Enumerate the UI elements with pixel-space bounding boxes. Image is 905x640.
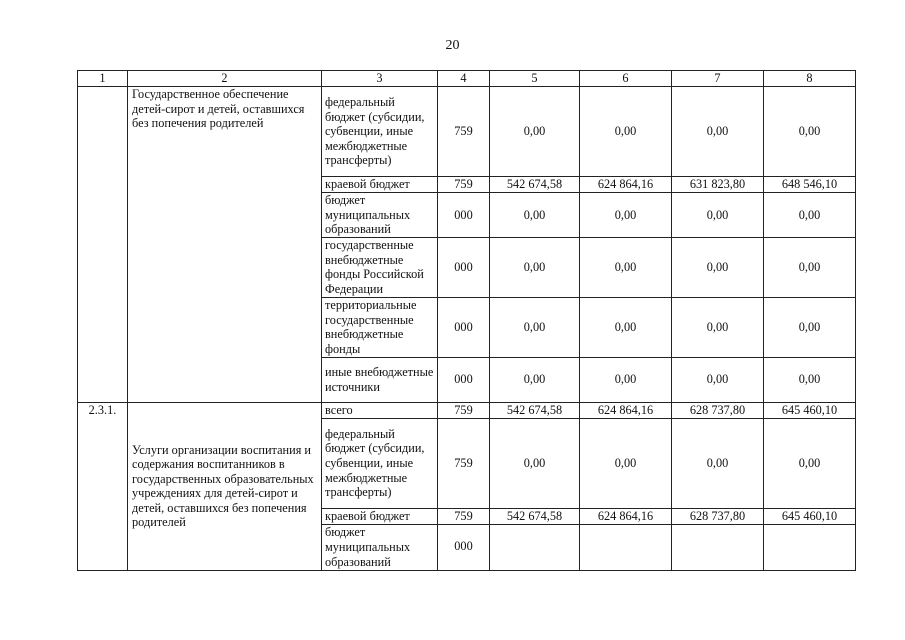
- budget-code: 759: [438, 177, 490, 193]
- budget-code: 000: [438, 524, 490, 570]
- column-header-row: [78, 71, 856, 87]
- value-col7: 0,00: [672, 87, 764, 177]
- funding-source: территориальные государственные внебюджетные фонды: [322, 297, 438, 357]
- value-col6: 0,00: [580, 237, 672, 297]
- budget-code: 759: [438, 402, 490, 418]
- column-header: 7: [672, 71, 764, 87]
- column-header: 2: [128, 71, 322, 87]
- value-col7: 0,00: [672, 357, 764, 402]
- value-col6: 624 864,16: [580, 177, 672, 193]
- value-col8: 648 546,10: [764, 177, 856, 193]
- budget-code: 000: [438, 193, 490, 238]
- value-col8: 645 460,10: [764, 402, 856, 418]
- value-col6: [580, 524, 672, 570]
- funding-source: бюджет муниципальных образований: [322, 193, 438, 238]
- budget-table: [77, 70, 856, 571]
- value-col8: 0,00: [764, 357, 856, 402]
- value-col6: 0,00: [580, 418, 672, 508]
- value-col7: 0,00: [672, 297, 764, 357]
- column-header: 1: [78, 71, 128, 87]
- funding-source: всего: [322, 402, 438, 418]
- budget-code: 000: [438, 297, 490, 357]
- value-col6: 624 864,16: [580, 402, 672, 418]
- value-col8: 0,00: [764, 418, 856, 508]
- program-name: Услуги организации воспитания и содержания воспитанников в государственных образовательных учреждениях для детей-сирот и детей, оставшихся без попечения родителей: [128, 402, 322, 570]
- program-name: Государственное обеспечение детей-сирот и детей, оставшихся без попечения родителей: [128, 87, 322, 403]
- page-number: 20: [445, 38, 460, 53]
- value-col7: 0,00: [672, 237, 764, 297]
- budget-code: 000: [438, 237, 490, 297]
- value-col5: 542 674,58: [490, 402, 580, 418]
- column-header: 3: [322, 71, 438, 87]
- value-col7: 628 737,80: [672, 508, 764, 524]
- value-col7: 631 823,80: [672, 177, 764, 193]
- value-col8: 0,00: [764, 237, 856, 297]
- value-col8: 645 460,10: [764, 508, 856, 524]
- value-col5: 0,00: [490, 418, 580, 508]
- value-col5: 0,00: [490, 193, 580, 238]
- budget-code: 759: [438, 87, 490, 177]
- value-col8: 0,00: [764, 193, 856, 238]
- value-col6: 0,00: [580, 87, 672, 177]
- value-col5: 0,00: [490, 87, 580, 177]
- row-number: [78, 87, 128, 403]
- value-col7: 0,00: [672, 193, 764, 238]
- value-col6: 0,00: [580, 297, 672, 357]
- row-number: 2.3.1.: [78, 402, 128, 570]
- value-col5: 542 674,58: [490, 508, 580, 524]
- column-header: 4: [438, 71, 490, 87]
- value-col5: 0,00: [490, 237, 580, 297]
- funding-source: краевой бюджет: [322, 508, 438, 524]
- value-col8: [764, 524, 856, 570]
- table-row: [78, 402, 856, 418]
- funding-source: бюджет муниципальных образований: [322, 524, 438, 570]
- value-col5: 0,00: [490, 297, 580, 357]
- value-col8: 0,00: [764, 87, 856, 177]
- funding-source: краевой бюджет: [322, 177, 438, 193]
- value-col6: 624 864,16: [580, 508, 672, 524]
- funding-source: федеральный бюджет (субсидии, субвенции, иные межбюджетные трансферты): [322, 418, 438, 508]
- column-header: 8: [764, 71, 856, 87]
- funding-source: государственные внебюджетные фонды Российской Федерации: [322, 237, 438, 297]
- funding-source: иные внебюджетные источники: [322, 357, 438, 402]
- column-header: 5: [490, 71, 580, 87]
- table-row: [78, 87, 856, 177]
- value-col7: [672, 524, 764, 570]
- funding-source: федеральный бюджет (субсидии, субвенции, иные межбюджетные трансферты): [322, 87, 438, 177]
- budget-code: 759: [438, 508, 490, 524]
- value-col5: 542 674,58: [490, 177, 580, 193]
- value-col5: [490, 524, 580, 570]
- value-col6: 0,00: [580, 357, 672, 402]
- value-col6: 0,00: [580, 193, 672, 238]
- budget-code: 759: [438, 418, 490, 508]
- value-col5: 0,00: [490, 357, 580, 402]
- budget-code: 000: [438, 357, 490, 402]
- value-col7: 0,00: [672, 418, 764, 508]
- value-col8: 0,00: [764, 297, 856, 357]
- column-header: 6: [580, 71, 672, 87]
- value-col7: 628 737,80: [672, 402, 764, 418]
